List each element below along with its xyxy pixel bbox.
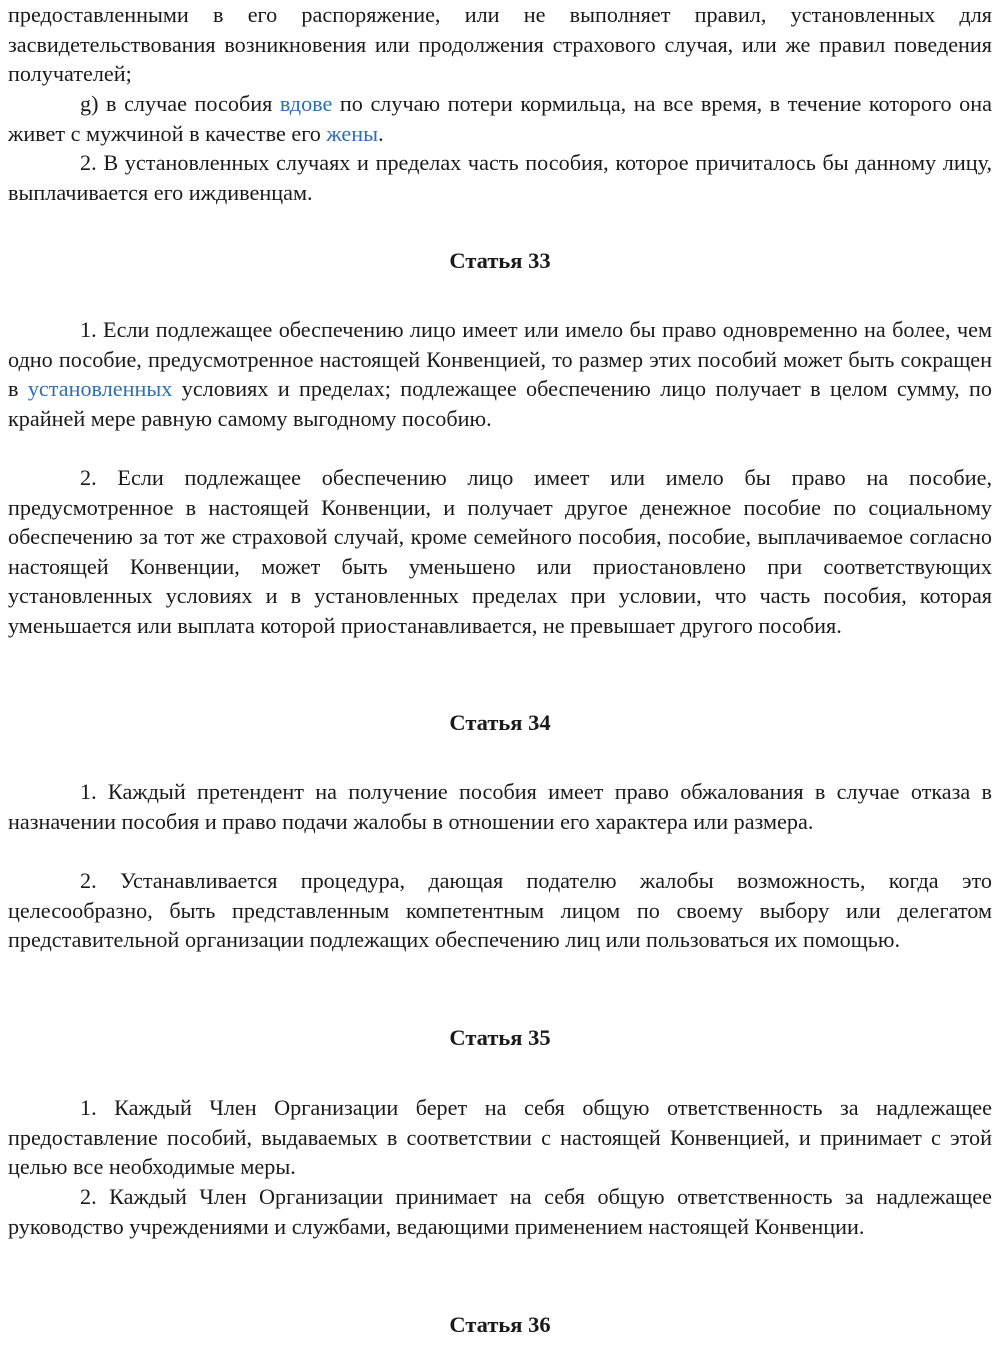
paragraph-g-text-1: g) в случае пособия (80, 91, 280, 116)
paragraph-2-dependants: 2. В установленных случаях и пределах часть пособия, которое причиталось бы данному лицу, выплачивается его иждивенцам. (8, 150, 992, 205)
link-zheny[interactable]: жены (326, 120, 379, 146)
article-33-paragraph-1 (8, 315, 992, 433)
paragraph-g (8, 89, 992, 148)
article-33-p1-text-2: условиях и пределах; подлежащее обеспечению лицо получает в целом сумму, по крайней мере равную самому выгодному пособию. (8, 376, 992, 431)
article-33-title: Статья 33 (449, 248, 551, 273)
article-34-title: Статья 34 (449, 710, 551, 735)
paragraph-g-text-3: . (378, 120, 384, 146)
article-34-paragraph-2: 2. Устанавливается процедура, дающая подателю жалобы возможность, когда это целесообразно, быть представленным компетентным лицом по своему выбору или делегатом представительной организации подлежащих обеспечению лиц или пользоваться их помощью. (8, 868, 992, 953)
article-35-title: Статья 35 (449, 1025, 551, 1050)
paragraph-g-text-2: по случаю потери кормильца, на все время, в течение которого она живет с мужчиной в качестве его (8, 91, 992, 146)
article-35-paragraph-1: 1. Каждый Член Организации берет на себя общую ответственность за надлежащее предоставление пособий, выдаваемых в соответствии с настоящей Конвенцией, и принимает с этой целью все необходимые меры. (8, 1095, 992, 1180)
article-35-paragraph-2: 2. Каждый Член Организации принимает на себя общую ответственность за надлежащее руководство учреждениями и службами, ведающими применением настоящей Конвенции. (8, 1184, 992, 1239)
article-33-paragraph-2: 2. Если подлежащее обеспечению лицо имеет или имело бы право на пособие, предусмотренное в настоящей Конвенции, и получает другое денежное пособие по социальному обеспечению за тот же страховой случай, кроме семейного пособия, пособие, выплачиваемое согласно настоящей Конвенции, может быть уменьшено или приостановлено при соответствующих установленных условиях и в установленных пределах при условии, что часть пособия, которая уменьшается или выплата которой приостанавливается, не превышает другого пособия. (8, 465, 992, 638)
paragraph-continuation: предоставленными в его распоряжение, или не выполняет правил, установленных для засвидетельствования возникновения или продолжения страхового случая, или же правил поведения получателей; (8, 2, 992, 87)
article-34-paragraph-1: 1. Каждый претендент на получение пособия имеет право обжалования в случае отказа в назначении пособия и право подачи жалобы в отношении его характера или размера. (8, 779, 992, 834)
article-33-p1-text-1: 1. Если подлежащее обеспечению лицо имеет или имело бы право одновременно на более, чем одно пособие, предусмотренное настоящей Конвенцией, то размер этих пособий может быть сокращен в (8, 317, 992, 402)
link-vdove[interactable]: вдове (279, 91, 333, 116)
article-36-title: Статья 36 (449, 1312, 551, 1337)
link-ustanovlennyh[interactable]: установленных (27, 376, 173, 402)
